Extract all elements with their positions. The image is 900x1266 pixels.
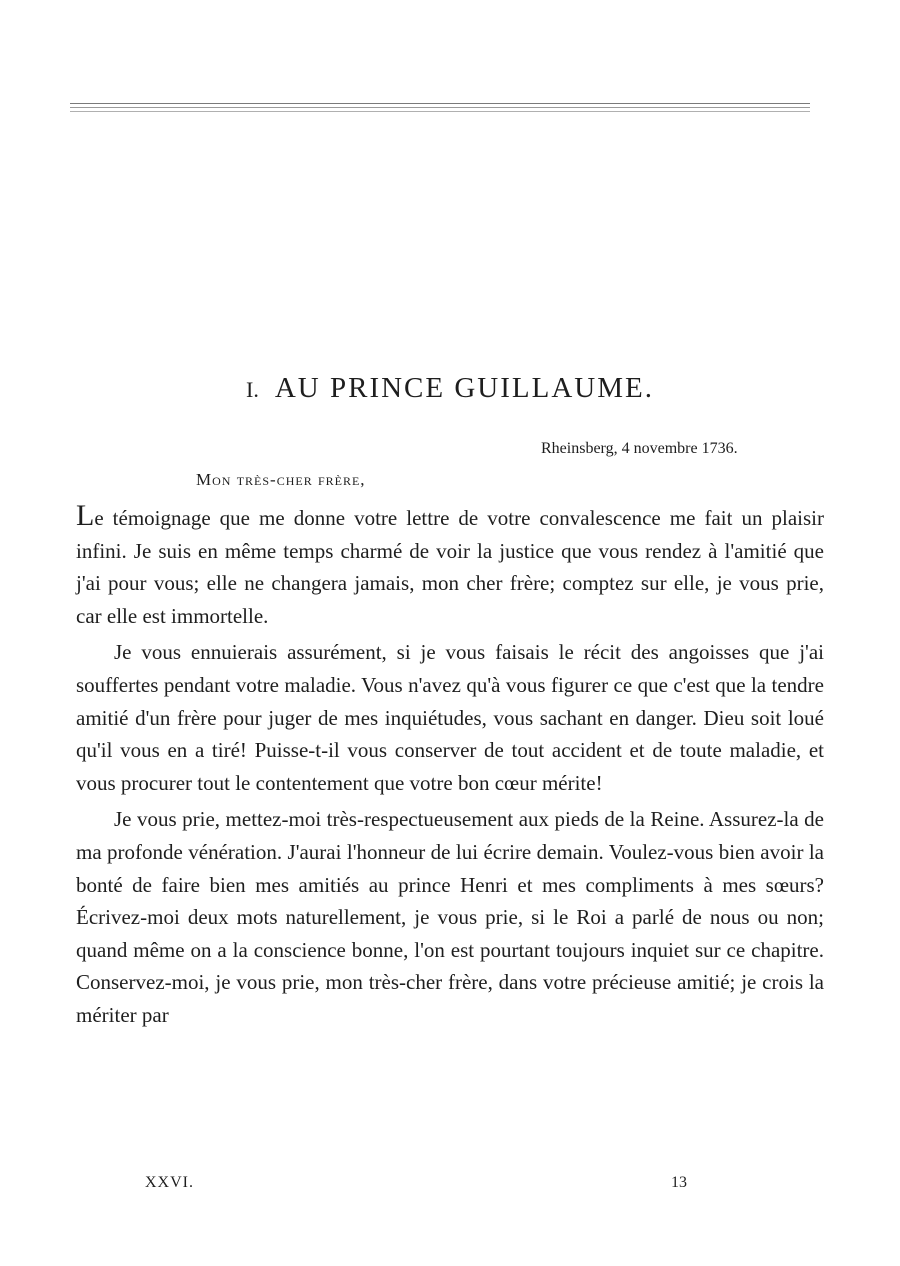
place-date: Rheinsberg, 4 novembre 1736. <box>541 440 738 457</box>
paragraph-text: e témoignage que me donne votre lettre de votre convalescence me fait un plaisir infini. Je suis en même temps charmé de voir la justice que vous rendez à l'amitié que j'ai pour vous; elle ne changera jamais, mon cher frère; comptez sur elle, je vous prie, car elle est immortelle. <box>76 506 824 628</box>
paragraph: Je vous prie, mettez-moi très-respectueusement aux pieds de la Reine. Assurez-la de ma profonde vénération. J'aurai l'honneur de lui écrire demain. Voulez-vous bien avoir la bonté de faire bien mes amitiés au prince Henri et mes compliments à mes sœurs? Écrivez-moi deux mots naturellement, je vous prie, si le Roi a parlé de nous ou non; quand même on a la conscience bonne, l'on est pourtant toujours inquiet sur ce chapitre. Conservez-moi, je vous prie, mon très-cher frère, dans votre précieuse amitié; je crois la mériter par <box>76 807 824 1027</box>
letter-title: AU PRINCE GUILLAUME. <box>274 372 654 404</box>
page-number: 13 <box>671 1174 687 1191</box>
header-rule <box>70 111 810 112</box>
header-rule <box>70 107 810 108</box>
header-rule <box>70 103 810 104</box>
salutation: Mon très-cher frère, <box>196 470 366 489</box>
signature-mark: XXVI. <box>145 1174 194 1191</box>
letter-body <box>76 499 824 1036</box>
initial-letter: L <box>76 499 95 532</box>
letter-heading <box>0 372 900 405</box>
letter-number: I. <box>246 377 259 402</box>
paragraph: Je vous ennuierais assurément, si je vous faisais le récit des angoisses que j'ai souffertes pendant votre maladie. Vous n'avez qu'à vous figurer ce que c'est que la tendre amitié d'un frère pour juger de mes inquiétudes, vous sachant en danger. Dieu soit loué qu'il vous en a tiré! Puisse-t-il vous conserver de tout accident et de toute maladie, et vous procurer tout le contentement que votre bon cœur mérite! <box>76 640 824 795</box>
paragraph <box>76 499 824 632</box>
